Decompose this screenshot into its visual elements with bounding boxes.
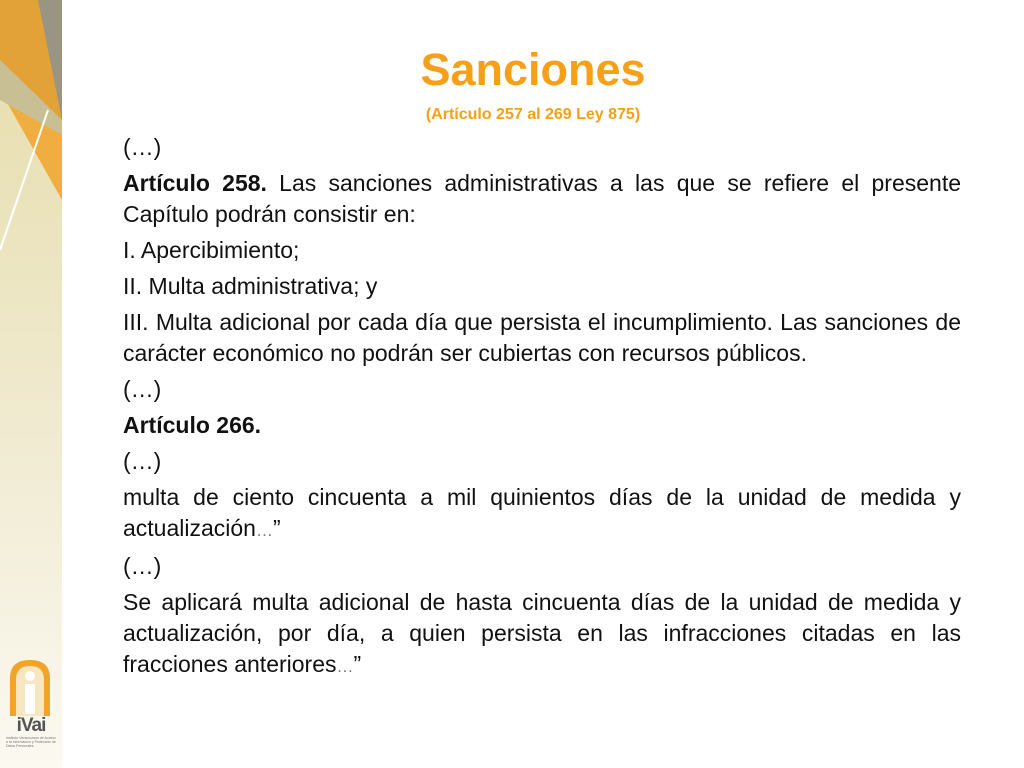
logo-caption: Instituto Veracruzano de Acceso a la Información y Protección de Datos Personales [6,736,57,748]
list-item-3: III. Multa adicional por cada día que persista el incumplimiento. Las sanciones de carácter económico no podrán ser cubiertas con recursos públicos. [123,309,961,366]
ivai-logo [4,656,56,750]
ellipsis-line: (…) [123,134,162,160]
adicional-ellipsis: … [336,657,354,676]
multa-text: multa de ciento cincuenta a mil quinientos días de la unidad de medida y actualización [123,484,961,541]
logo-wordmark: iVai [16,715,46,736]
adicional-paragraph [123,587,961,682]
list-item-1: I. Apercibimiento; [123,237,300,263]
article-266-label: Artículo 266. [123,412,262,438]
article-258-text: Las sanciones administrativas a las que se refiere el presente Capítulo podrán consistir en: [123,170,961,227]
ellipsis-line: (…) [123,376,162,402]
article-258-paragraph [123,168,961,230]
ellipsis-line: (…) [123,553,162,579]
multa-ellipsis: … [255,521,273,540]
slide-title: Sanciones [420,44,646,95]
article-266-paragraph [123,410,961,441]
slide-body [123,132,961,687]
slide-subtitle: (Artículo 257 al 269 Ley 875) [425,106,641,123]
multa-quote: ” [272,515,281,541]
article-258-label: Artículo 258. [123,170,267,196]
list-item-2: II. Multa administrativa; y [123,273,378,299]
ellipsis-line: (…) [123,448,162,474]
ivai-emblem-icon [4,656,56,718]
multa-paragraph [123,482,961,546]
adicional-quote: ” [353,651,362,677]
adicional-text: Se aplicará multa adicional de hasta cincuenta días de la unidad de medida y actualización, por día, a quien persista en las infracciones citadas en las fracciones anteriores [123,589,961,677]
